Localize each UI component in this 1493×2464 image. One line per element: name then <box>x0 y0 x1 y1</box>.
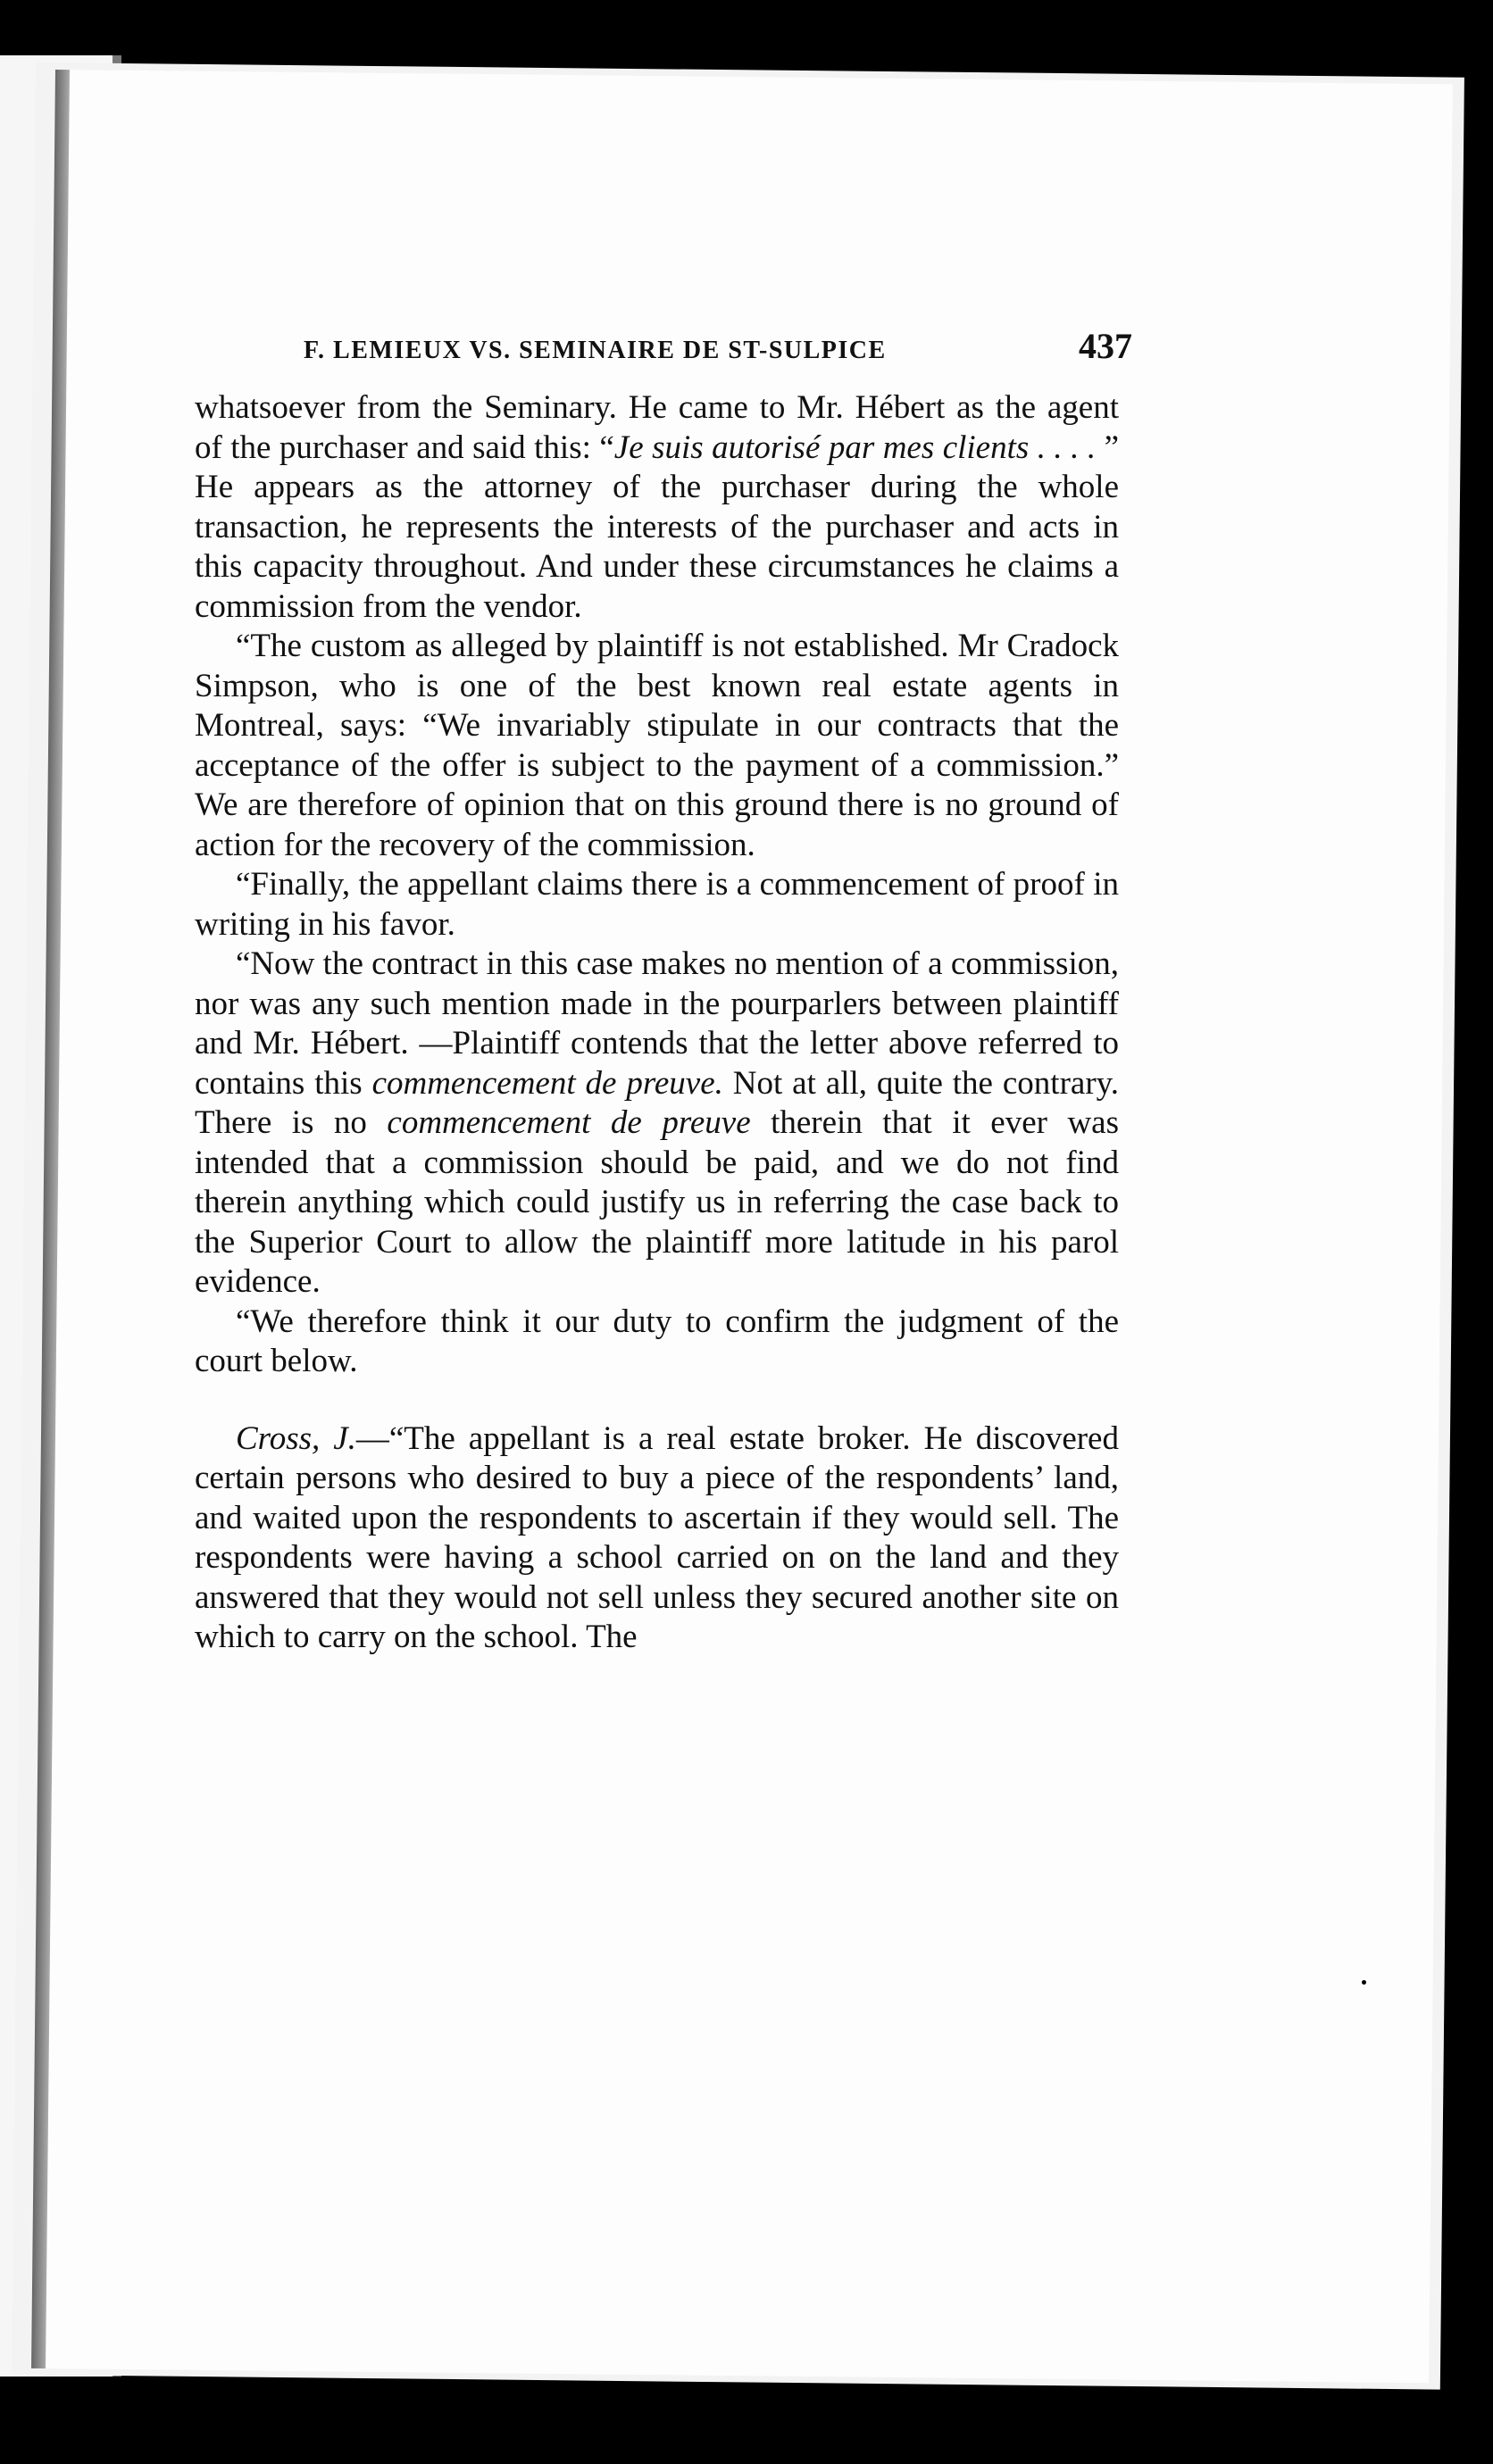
paragraph-6-text: —“The appellant is a real estate broker. He discovered certain persons who desired to buy a piece of the respondents’ land, and waited upon the respondents to ascertain if they would sell. The respondents were having a school carried on on the land and they answered that they would not sell unless they secured another site on which to carry on the school. The <box>195 1419 1119 1655</box>
paragraph-1 <box>195 388 1119 627</box>
page-body <box>195 388 1119 1658</box>
french-quote: Je suis autorisé par mes clients . . . . <box>613 429 1097 466</box>
italic-phrase-1: commencement de preuve. <box>371 1064 723 1102</box>
italic-phrase-2: commencement de preuve <box>387 1104 751 1141</box>
dust-speck <box>1362 1980 1366 1985</box>
paragraph-4-text-c: therein that it ever was intended that a commission should be paid, and we do not find therein anything which could justify us in referring the case back to the Superior Court to allow the plaintiff more latitude in his parol evidence. <box>195 1104 1119 1300</box>
paragraph-2: “The custom as alleged by plaintiff is not established. Mr Cradock Simpson, who is one of the best known real estate agents in Montreal, says: “We invariably stipulate in our contracts that the acceptance of the offer is subject to the payment of a commission.” We are therefore of opinion that on this ground there is no ground of action for the recovery of the commission. <box>195 628 1119 863</box>
judge-name: Cross, J. <box>236 1419 356 1457</box>
paragraph-1-text-rest: ” He appears as the attorney of the purchaser during the whole transaction, he represents the interests of the purchaser and acts in this capacity throughout. And under these circumstances he claims a commission from the vendor. <box>195 429 1119 625</box>
paragraph-5: “We therefore think it our duty to confirm the judgment of the court below. <box>195 1303 1119 1379</box>
running-head <box>304 325 1132 367</box>
page-number: 437 <box>1079 326 1132 366</box>
paragraph-3: “Finally, the appellant claims there is a commencement of proof in writing in his favor. <box>195 866 1119 943</box>
paragraph-4-text-b: Not at all, quite the contrary. There is no <box>195 1064 1119 1141</box>
paragraph-6 <box>195 1419 1119 1658</box>
paragraph-4-text-a: “Now the contract in this case makes no mention of a commission, nor was any such mention made in the pourparlers between plaintiff and Mr. Hébert. —Plaintiff contends that the letter above referred to contains this <box>195 945 1119 1102</box>
paragraph-1-text: whatsoever from the Seminary. He came to Mr. Hébert as the agent of the purchaser and said this: “ <box>195 389 1119 466</box>
running-head-title: F. LEMIEUX VS. SEMINAIRE DE ST-SULPICE <box>304 337 887 364</box>
paragraph-4 <box>195 945 1119 1303</box>
dust-speck <box>382 16 388 29</box>
